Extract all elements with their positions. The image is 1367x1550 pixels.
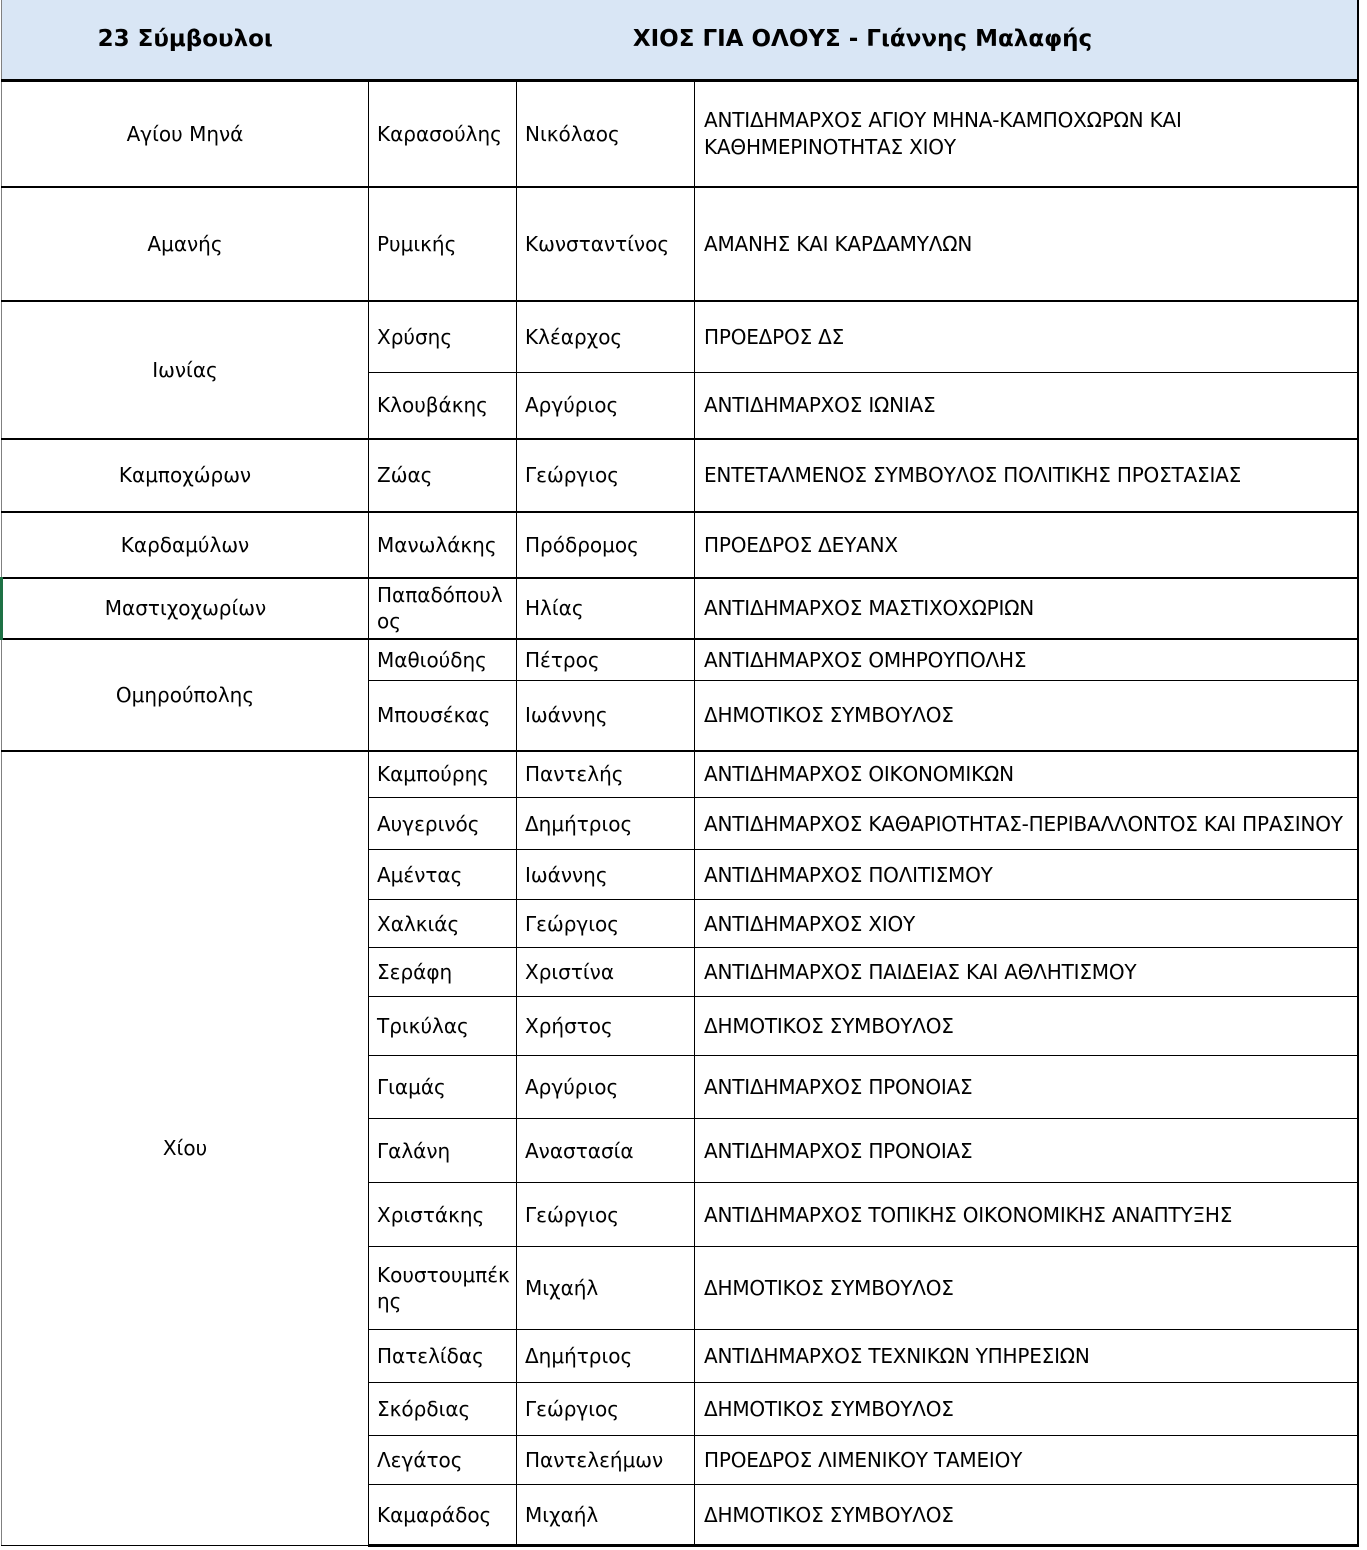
- surname-cell: Χριστάκης: [369, 1183, 517, 1247]
- surname-cell: Αυγερινός: [369, 798, 517, 850]
- title-cell: ΕΝΤΕΤΑΛΜΕΝΟΣ ΣΥΜΒΟΥΛΟΣ ΠΟΛΙΤΙΚΗΣ ΠΡΟΣΤΑΣΙΑΣ: [695, 439, 1358, 512]
- firstname-cell: Παντελής: [517, 751, 695, 798]
- title-cell: ΑΝΤΙΔΗΜΑΡΧΟΣ ΠΡΟΝΟΙΑΣ: [695, 1056, 1358, 1119]
- table-row: [2, 578, 1358, 639]
- firstname-cell: Αργύριος: [517, 1056, 695, 1119]
- title-cell: ΑΜΑΝΗΣ ΚΑΙ ΚΑΡΔΑΜΥΛΩΝ: [695, 187, 1358, 301]
- surname-cell: Σεράφη: [369, 948, 517, 997]
- title-cell: ΔΗΜΟΤΙΚΟΣ ΣΥΜΒΟΥΛΟΣ: [695, 997, 1358, 1056]
- surname-cell: Ρυμικής: [369, 187, 517, 301]
- surname-cell: Χαλκιάς: [369, 900, 517, 948]
- surname-cell: Μανωλάκης: [369, 512, 517, 578]
- region-cell: Αγίου Μηνά: [2, 80, 369, 187]
- firstname-cell: Παντελεήμων: [517, 1436, 695, 1485]
- header-count-label: 23 Σύμβουλοι: [2, 0, 369, 80]
- region-cell: Χίου: [2, 751, 369, 1546]
- firstname-cell: Δημήτριος: [517, 1330, 695, 1383]
- title-cell: ΑΝΤΙΔΗΜΑΡΧΟΣ ΤΕΧΝΙΚΩΝ ΥΠΗΡΕΣΙΩΝ: [695, 1330, 1358, 1383]
- surname-cell: Καμπούρης: [369, 751, 517, 798]
- surname-cell: Χρύσης: [369, 301, 517, 372]
- title-cell: ΔΗΜΟΤΙΚΟΣ ΣΥΜΒΟΥΛΟΣ: [695, 681, 1358, 751]
- table-row: [2, 301, 1358, 372]
- title-cell: ΑΝΤΙΔΗΜΑΡΧΟΣ ΠΑΙΔΕΙΑΣ ΚΑΙ ΑΘΛΗΤΙΣΜΟΥ: [695, 948, 1358, 997]
- firstname-cell: Μιχαήλ: [517, 1247, 695, 1330]
- title-cell: ΑΝΤΙΔΗΜΑΡΧΟΣ ΟΜΗΡΟΥΠΟΛΗΣ: [695, 639, 1358, 681]
- table-row: [2, 751, 1358, 798]
- surname-cell: Πατελίδας: [369, 1330, 517, 1383]
- surname-cell: Τρικύλας: [369, 997, 517, 1056]
- title-cell: ΑΝΤΙΔΗΜΑΡΧΟΣ ΚΑΘΑΡΙΟΤΗΤΑΣ-ΠΕΡΙΒΑΛΛΟΝΤΟΣ ΚΑΙ ΠΡΑΣΙΝΟΥ: [695, 798, 1358, 850]
- surname-cell: Γαλάνη: [369, 1119, 517, 1183]
- firstname-cell: Μιχαήλ: [517, 1485, 695, 1546]
- firstname-cell: Γεώργιος: [517, 439, 695, 512]
- table-row: [2, 439, 1358, 512]
- surname-cell: Αμέντας: [369, 850, 517, 900]
- firstname-cell: Γεώργιος: [517, 900, 695, 948]
- surname-cell: Κουστουμπέκης: [369, 1247, 517, 1330]
- region-cell: Ομηρούπολης: [2, 639, 369, 751]
- firstname-cell: Χρήστος: [517, 997, 695, 1056]
- surname-cell: Παπαδόπουλος: [369, 578, 517, 639]
- firstname-cell: Αργύριος: [517, 372, 695, 439]
- title-cell: ΔΗΜΟΤΙΚΟΣ ΣΥΜΒΟΥΛΟΣ: [695, 1485, 1358, 1546]
- table-row: [2, 80, 1358, 187]
- firstname-cell: Ιωάννης: [517, 681, 695, 751]
- title-cell: ΑΝΤΙΔΗΜΑΡΧΟΣ ΠΡΟΝΟΙΑΣ: [695, 1119, 1358, 1183]
- region-cell: Αμανής: [2, 187, 369, 301]
- surname-cell: Μαθιούδης: [369, 639, 517, 681]
- title-cell: ΑΝΤΙΔΗΜΑΡΧΟΣ ΟΙΚΟΝΟΜΙΚΩΝ: [695, 751, 1358, 798]
- region-cell: Καμποχώρων: [2, 439, 369, 512]
- region-cell: Ιωνίας: [2, 301, 369, 439]
- surname-cell: Μπουσέκας: [369, 681, 517, 751]
- table-row: [2, 187, 1358, 301]
- table-row: [2, 512, 1358, 578]
- surname-cell: Καρασούλης: [369, 80, 517, 187]
- surname-cell: Γιαμάς: [369, 1056, 517, 1119]
- title-cell: ΑΝΤΙΔΗΜΑΡΧΟΣ ΜΑΣΤΙΧΟΧΩΡΙΩΝ: [695, 578, 1358, 639]
- region-cell: Μαστιχοχωρίων: [2, 578, 369, 639]
- table-row: [2, 639, 1358, 681]
- surname-cell: Κλουβάκης: [369, 372, 517, 439]
- title-cell: ΔΗΜΟΤΙΚΟΣ ΣΥΜΒΟΥΛΟΣ: [695, 1247, 1358, 1330]
- firstname-cell: Κλέαρχος: [517, 301, 695, 372]
- firstname-cell: Ηλίας: [517, 578, 695, 639]
- surname-cell: Καμαράδος: [369, 1485, 517, 1546]
- region-cell: Καρδαμύλων: [2, 512, 369, 578]
- firstname-cell: Αναστασία: [517, 1119, 695, 1183]
- surname-cell: Ζώας: [369, 439, 517, 512]
- firstname-cell: Πρόδρομος: [517, 512, 695, 578]
- firstname-cell: Γεώργιος: [517, 1383, 695, 1436]
- title-cell: ΑΝΤΙΔΗΜΑΡΧΟΣ ΑΓΙΟΥ ΜΗΝΑ-ΚΑΜΠΟΧΩΡΩΝ ΚΑΙ ΚΑΘΗΜΕΡΙΝΟΤΗΤΑΣ ΧΙΟΥ: [695, 80, 1358, 187]
- firstname-cell: Κωνσταντίνος: [517, 187, 695, 301]
- firstname-cell: Νικόλαος: [517, 80, 695, 187]
- title-cell: ΠΡΟΕΔΡΟΣ ΔΣ: [695, 301, 1358, 372]
- firstname-cell: Χριστίνα: [517, 948, 695, 997]
- surname-cell: Σκόρδιας: [369, 1383, 517, 1436]
- table-header-row: [2, 0, 1358, 80]
- firstname-cell: Ιωάννης: [517, 850, 695, 900]
- title-cell: ΑΝΤΙΔΗΜΑΡΧΟΣ ΤΟΠΙΚΗΣ ΟΙΚΟΝΟΜΙΚΗΣ ΑΝΑΠΤΥΞΗΣ: [695, 1183, 1358, 1247]
- firstname-cell: Γεώργιος: [517, 1183, 695, 1247]
- title-cell: ΠΡΟΕΔΡΟΣ ΔΕΥΑΝΧ: [695, 512, 1358, 578]
- title-cell: ΔΗΜΟΤΙΚΟΣ ΣΥΜΒΟΥΛΟΣ: [695, 1383, 1358, 1436]
- title-cell: ΑΝΤΙΔΗΜΑΡΧΟΣ ΧΙΟΥ: [695, 900, 1358, 948]
- title-cell: ΑΝΤΙΔΗΜΑΡΧΟΣ ΠΟΛΙΤΙΣΜΟΥ: [695, 850, 1358, 900]
- title-cell: ΑΝΤΙΔΗΜΑΡΧΟΣ ΙΩΝΙΑΣ: [695, 372, 1358, 439]
- title-cell: ΠΡΟΕΔΡΟΣ ΛΙΜΕΝΙΚΟΥ ΤΑΜΕΙΟΥ: [695, 1436, 1358, 1485]
- firstname-cell: Πέτρος: [517, 639, 695, 681]
- firstname-cell: Δημήτριος: [517, 798, 695, 850]
- surname-cell: Λεγάτος: [369, 1436, 517, 1485]
- header-party-label: ΧΙΟΣ ΓΙΑ ΟΛΟΥΣ - Γιάννης Μαλαφής: [369, 0, 1358, 80]
